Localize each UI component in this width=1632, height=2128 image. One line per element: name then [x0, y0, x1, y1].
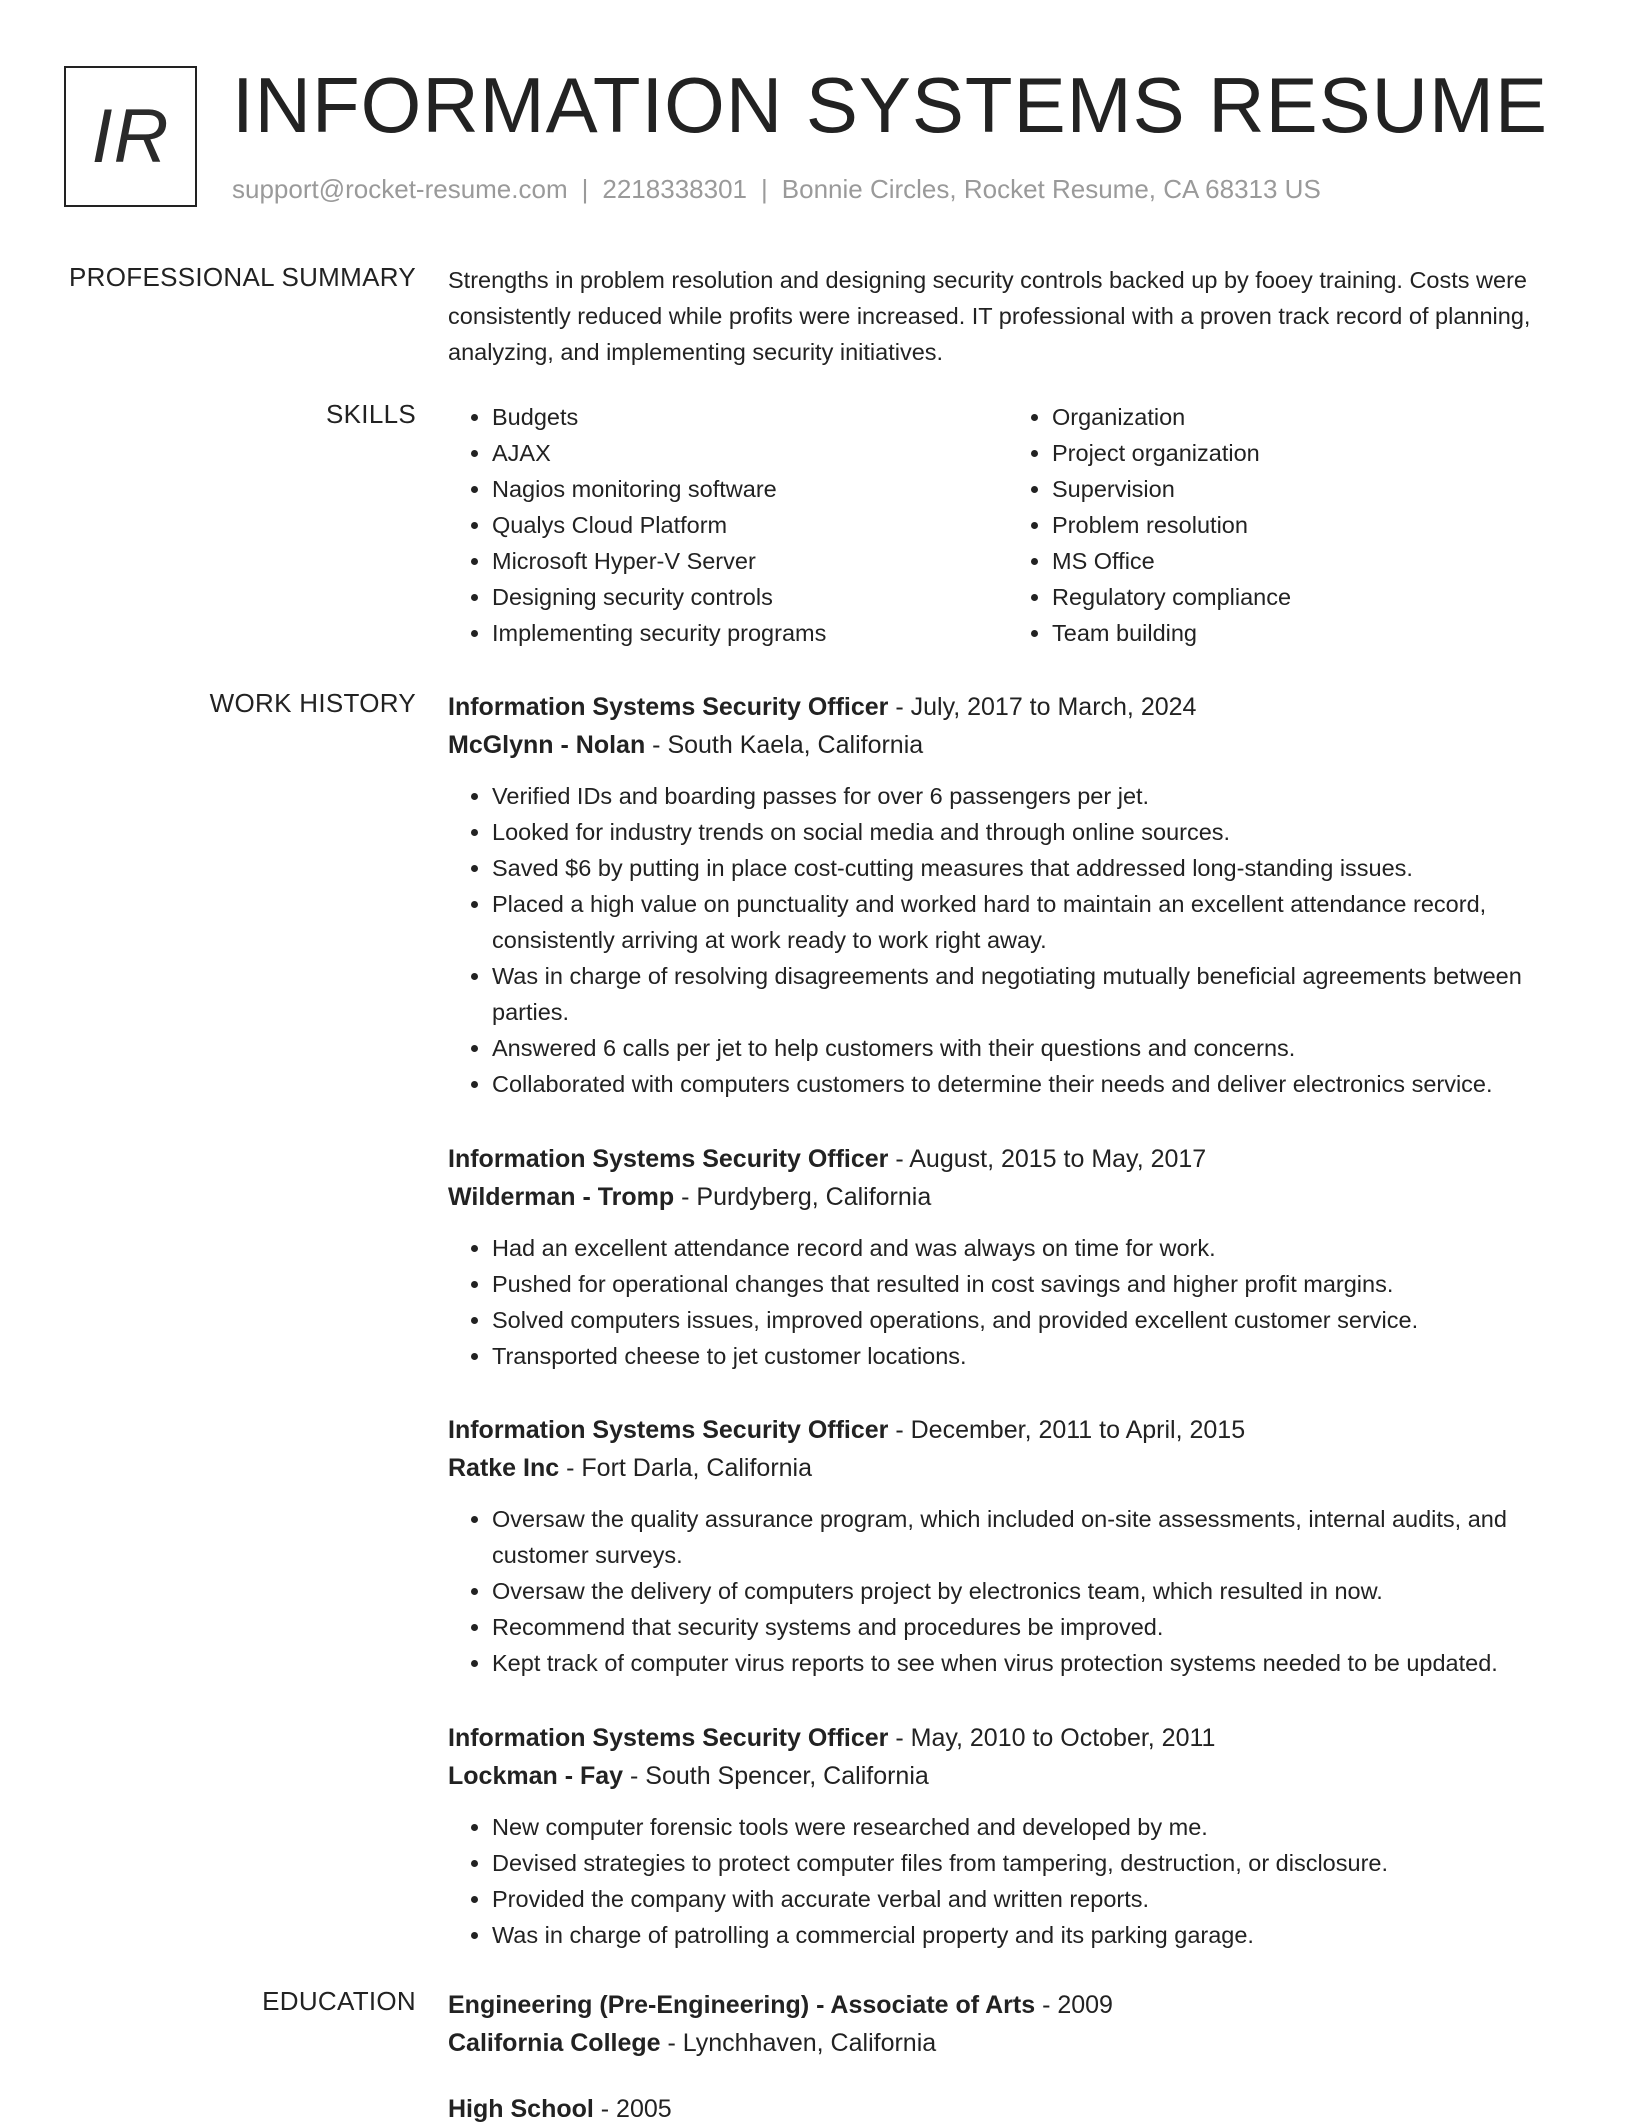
contact-email[interactable]: support@rocket-resume.com	[232, 174, 568, 204]
job-bullet: • Provided the company with accurate verbal and written reports.	[492, 1881, 1568, 1917]
job-location: - South Kaela, California	[645, 731, 924, 759]
skill-item: • Designing security controls	[492, 579, 1008, 615]
education-degree-line	[448, 1986, 1568, 2024]
section-label-summary: PROFESSIONAL SUMMARY	[69, 262, 416, 292]
job-company-line	[448, 1449, 1568, 1487]
job-entry	[448, 688, 1568, 1102]
job-bullet: • Verified IDs and boarding passes for over 6 passengers per jet.	[492, 778, 1568, 814]
job-bullet: • Was in charge of patrolling a commercial property and its parking garage.	[492, 1917, 1568, 1953]
education-year: - 2005	[593, 2095, 672, 2123]
contact-phone[interactable]: 2218338301	[602, 174, 747, 204]
job-company-line	[448, 1757, 1568, 1795]
job-dates: - July, 2017 to March, 2024	[888, 693, 1197, 721]
job-bullets	[448, 778, 1568, 1102]
contact-line	[232, 174, 1321, 205]
job-bullet: • Placed a high value on punctuality and worked hard to maintain an excellent attendance record, consistently arriving at work ready to work right away.	[492, 886, 1568, 958]
job-bullet: • Saved $6 by putting in place cost-cutting measures that addressed long-standing issues.	[492, 850, 1568, 886]
job-bullet: • Devised strategies to protect computer files from tampering, destruction, or disclosure.	[492, 1845, 1568, 1881]
job-bullet: • New computer forensic tools were researched and developed by me.	[492, 1809, 1568, 1845]
job-company: Lockman - Fay	[448, 1762, 624, 1790]
job-location: - Purdyberg, California	[674, 1183, 932, 1211]
job-title-line	[448, 1719, 1568, 1757]
job-title: Information Systems Security Officer	[448, 1416, 889, 1444]
education-degree-line	[448, 2090, 1568, 2128]
job-entry	[448, 1719, 1568, 1953]
job-bullet: • Had an excellent attendance record and was always on time for work.	[492, 1230, 1568, 1266]
job-bullets	[448, 1501, 1568, 1681]
skill-item: • Supervision	[1052, 471, 1568, 507]
resume-header	[64, 61, 1568, 214]
education-entry	[448, 2090, 1568, 2128]
job-company-line	[448, 726, 1568, 764]
job-bullet: • Kept track of computer virus reports to see when virus protection systems needed to be updated.	[492, 1645, 1568, 1681]
section-label-skills: SKILLS	[326, 399, 416, 429]
job-company-line	[448, 1178, 1568, 1216]
job-bullet: • Solved computers issues, improved operations, and provided excellent customer service.	[492, 1302, 1568, 1338]
skills-columns	[448, 399, 1568, 651]
education-degree: High School	[448, 2095, 594, 2123]
skill-item: • Problem resolution	[1052, 507, 1568, 543]
education-year: - 2009	[1035, 1991, 1113, 2019]
section-label-education: EDUCATION	[262, 1986, 416, 2016]
job-entry	[448, 1411, 1568, 1681]
skill-item: • Nagios monitoring software	[492, 471, 1008, 507]
job-title-line	[448, 1411, 1568, 1449]
education-school-line	[448, 2024, 1568, 2062]
job-bullet: • Answered 6 calls per jet to help customers with their questions and concerns.	[492, 1030, 1568, 1066]
job-location: - South Spencer, California	[623, 1762, 929, 1790]
job-bullets	[448, 1230, 1568, 1374]
section-label-work-history: WORK HISTORY	[209, 688, 416, 718]
skill-item: • Implementing security programs	[492, 615, 1008, 651]
skill-item: • Team building	[1052, 615, 1568, 651]
skill-item: • Project organization	[1052, 435, 1568, 471]
job-location: - Fort Darla, California	[559, 1454, 813, 1482]
education-school: California College	[448, 2029, 661, 2057]
skill-item: • Regulatory compliance	[1052, 579, 1568, 615]
monogram-logo: IR	[64, 66, 197, 207]
contact-separator: |	[581, 174, 589, 204]
skill-item: • Organization	[1052, 399, 1568, 435]
job-dates: - May, 2010 to October, 2011	[888, 1724, 1216, 1752]
job-title: Information Systems Security Officer	[448, 693, 889, 721]
job-bullets	[448, 1809, 1568, 1953]
skills-list-left	[448, 399, 1008, 651]
job-title-line	[448, 688, 1568, 726]
job-company: Ratke Inc	[448, 1454, 560, 1482]
summary-text: Strengths in problem resolution and designing security controls backed up by fooey training. Costs were consistently reduced while profits were increased. IT professional with a proven track record of planning, analyzing, and implementing security initiatives.	[448, 267, 1531, 365]
job-bullet: • Pushed for operational changes that resulted in cost savings and higher profit margins.	[492, 1266, 1568, 1302]
contact-address: Bonnie Circles, Rocket Resume, CA 68313 US	[781, 174, 1321, 204]
job-company: Wilderman - Tromp	[448, 1183, 675, 1211]
job-bullet: • Recommend that security systems and procedures be improved.	[492, 1609, 1568, 1645]
job-bullet: • Oversaw the quality assurance program, which included on-site assessments, internal audits, and customer surveys.	[492, 1501, 1568, 1573]
job-title: Information Systems Security Officer	[448, 1145, 889, 1173]
contact-separator: |	[761, 174, 768, 204]
education-location: - Lynchhaven, California	[660, 2029, 937, 2057]
job-company: McGlynn - Nolan	[448, 731, 646, 759]
education-entry	[448, 1986, 1568, 2062]
job-bullet: • Collaborated with computers customers to determine their needs and deliver electronics service.	[492, 1066, 1568, 1102]
job-title-line	[448, 1140, 1568, 1178]
job-title: Information Systems Security Officer	[448, 1724, 889, 1752]
skill-item: • Microsoft Hyper-V Server	[492, 543, 1008, 579]
job-dates: - August, 2015 to May, 2017	[888, 1145, 1207, 1173]
job-bullet: • Looked for industry trends on social media and through online sources.	[492, 814, 1568, 850]
skills-list-right	[1008, 399, 1568, 651]
job-bullet: • Was in charge of resolving disagreements and negotiating mutually beneficial agreements between parties.	[492, 958, 1568, 1030]
job-bullet: • Oversaw the delivery of computers project by electronics team, which resulted in now.	[492, 1573, 1568, 1609]
job-bullet: • Transported cheese to jet customer locations.	[492, 1338, 1568, 1374]
resume-title: INFORMATION SYSTEMS RESUME	[232, 61, 1548, 149]
skill-item: • Qualys Cloud Platform	[492, 507, 1008, 543]
education-degree: Engineering (Pre-Engineering) - Associate of Arts	[448, 1991, 1036, 2019]
skill-item: • MS Office	[1052, 543, 1568, 579]
job-entry	[448, 1140, 1568, 1374]
skill-item: • Budgets	[492, 399, 1008, 435]
skill-item: • AJAX	[492, 435, 1008, 471]
job-dates: - December, 2011 to April, 2015	[888, 1416, 1246, 1444]
